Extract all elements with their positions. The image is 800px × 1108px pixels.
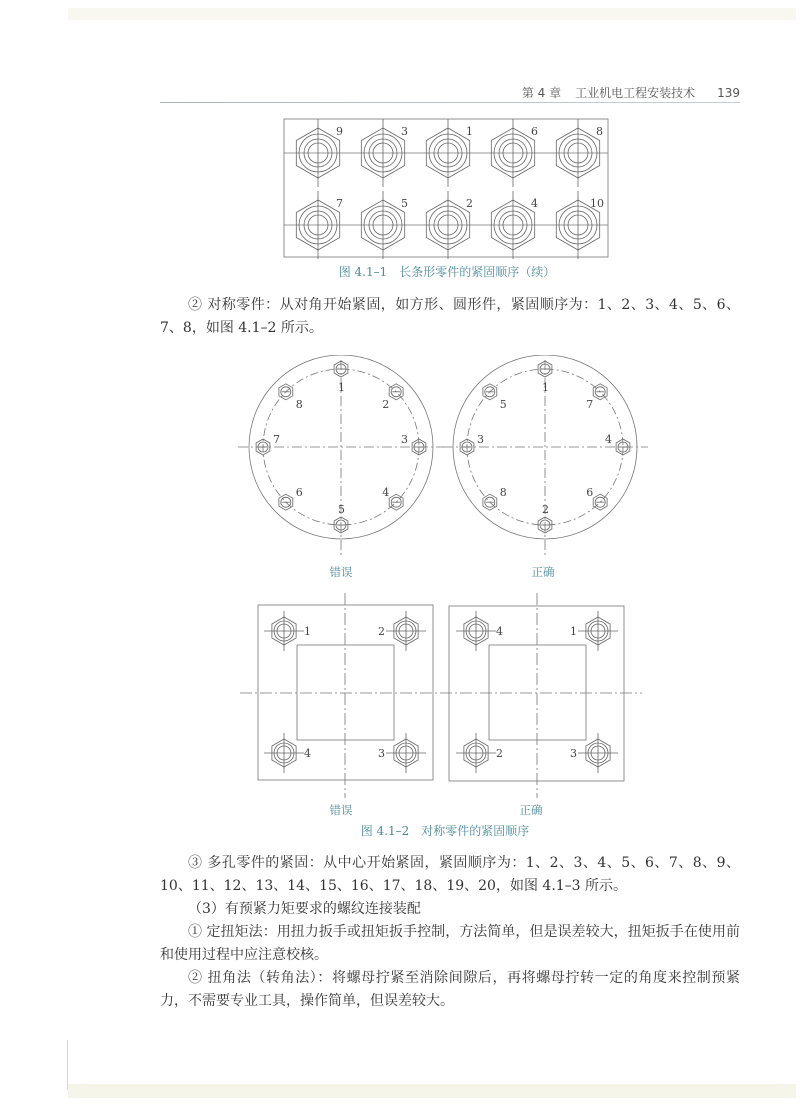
scan-edge-top [68,8,796,20]
running-header [160,84,740,104]
square-right-label: 正确 [519,803,543,817]
bolt-order-label: 4 [382,486,390,500]
bolt-order-label: 3 [378,747,385,760]
chapter-number: 第 4 章 [521,86,562,100]
bolt-order-label: 5 [499,397,507,411]
bolt-order-label: 3 [570,747,577,760]
paragraph-torque-method: ① 定扭矩法：用扭力扳手或扭矩扳手控制，方法简单，但是误差较大，扭矩扳手在使用前和使用过程中应注意校核。 [160,924,740,963]
paragraph-multi-hole-parts: ③ 多孔零件的紧固：从中心开始紧固，紧固顺序为：1、2、3、4、5、6、7、8、9、10、11、12、13、14、15、16、17、18、19、20，如图 4.1–3 所示。 [160,855,740,894]
bolt-order-label: 5 [338,503,345,516]
scan-edge-left [67,1040,68,1090]
bolt-order-label: 8 [295,397,303,411]
bolt-order-label: 2 [378,625,385,638]
bolt-order-label: 1 [542,381,549,394]
paragraph-symmetric-parts: ② 对称零件：从对角开始紧固，如方形、圆形件，紧固顺序为：1、2、3、4、5、6、7、8，如图 4.1–2 所示。 [160,297,740,336]
bolt-order-label: 1 [304,625,311,638]
nut-order-label: 3 [401,125,408,138]
figure-4-1-2-circle-diagrams [238,355,648,565]
nut-order-label: 5 [401,197,408,210]
bolt-order-label: 4 [496,625,503,638]
bolt-order-label: 7 [586,397,594,411]
figure-4-1-1-caption: 图 4.1–1 长条形零件的紧固顺序（续） [338,265,556,279]
figure-4-1-2-square-diagrams [240,593,642,803]
bolt-order-label: 1 [570,625,577,638]
page-number: 139 [717,86,740,100]
nut-order-label: 7 [336,197,343,210]
bolt-order-label: 3 [401,433,408,446]
nut-order-label: 8 [596,125,603,138]
square-wrong-label: 错误 [329,803,353,817]
nut-order-label: 9 [336,125,343,138]
section-heading-preload-torque: （3）有预紧力矩要求的螺纹连接装配 [188,901,421,917]
nut-order-label: 2 [466,197,473,210]
figure-4-1-1-diagram [282,117,622,259]
bolt-order-label: 3 [477,433,484,446]
nut-order-label: 10 [590,197,604,210]
bolt-order-label: 7 [273,433,280,446]
nut-order-label: 4 [531,197,538,210]
nut-order-label: 1 [466,125,473,138]
bolt-order-label: 6 [295,486,303,500]
bolt-order-label: 2 [496,747,503,760]
header-rule [160,102,740,103]
bolt-order-label: 6 [586,486,594,500]
chapter-title: 工业机电工程安装技术 [575,86,696,100]
bolt-order-label: 8 [499,486,507,500]
bolt-order-label: 2 [382,397,390,411]
circle-wrong-label: 错误 [329,565,353,579]
bolt-order-label: 4 [304,747,311,760]
scan-edge-bottom [68,1084,796,1098]
bolt-order-label: 2 [542,503,549,516]
circle-right-label: 正确 [531,565,555,579]
bolt-order-label: 4 [605,433,612,446]
nut-order-label: 6 [531,125,538,138]
figure-4-1-2-caption: 图 4.1–2 对称零件的紧固顺序 [360,824,530,838]
paragraph-angle-method: ② 扭角法（转角法）：将螺母拧紧至消除间隙后，再将螺母拧转一定的角度来控制预紧力，不需要专业工具，操作简单，但误差较大。 [160,970,740,1009]
bolt-order-label: 1 [338,381,345,394]
